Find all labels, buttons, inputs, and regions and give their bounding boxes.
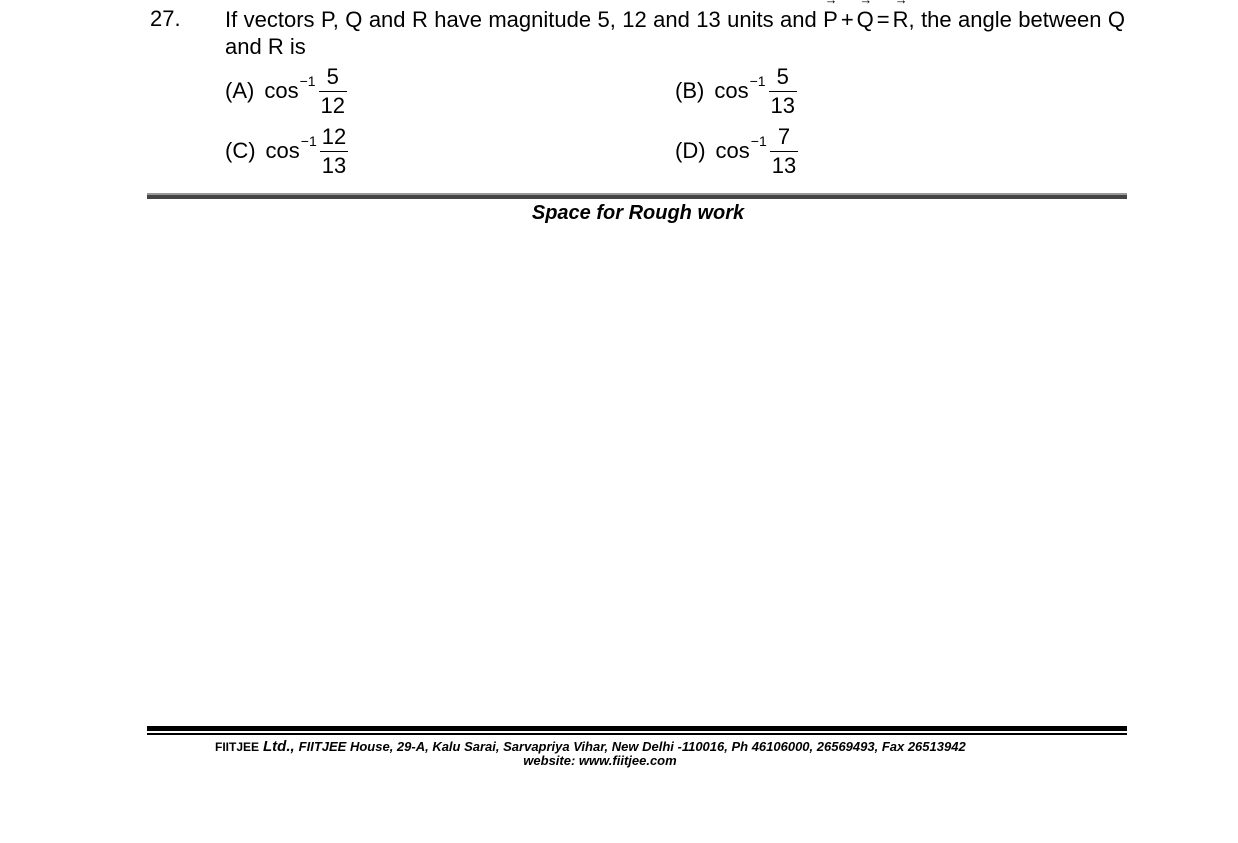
option-fraction	[320, 125, 348, 178]
option-function: cos	[714, 78, 749, 103]
option-label: (A)	[225, 78, 255, 103]
fraction-bar	[770, 151, 798, 152]
option-label: (B)	[675, 78, 705, 103]
fraction-numerator: 12	[321, 123, 347, 149]
question-number: 27.	[150, 6, 181, 31]
vector-equation	[823, 7, 908, 32]
footer-divider-thick	[147, 726, 1127, 731]
vector-p: → P	[823, 6, 838, 33]
question-text-before: If vectors P, Q and R have magnitude 5, 12 and 13 units and	[225, 7, 817, 32]
footer-ltd: Ltd.,	[263, 738, 295, 755]
footer-divider-thin	[147, 733, 1127, 735]
option-c	[225, 122, 348, 180]
fraction-bar	[769, 91, 797, 92]
option-b	[675, 62, 797, 120]
vector-r: → R	[893, 6, 909, 33]
fraction-denominator: 13	[770, 92, 796, 118]
option-function: cos	[264, 78, 299, 103]
option-label: (D)	[675, 138, 706, 163]
option-function: cos	[265, 138, 300, 163]
equals-sign: =	[876, 7, 890, 32]
rough-work-heading: Space for Rough work	[531, 202, 745, 224]
option-d	[675, 122, 798, 180]
option-label: (C)	[225, 138, 256, 163]
answer-options	[225, 62, 845, 182]
option-power: −1	[300, 133, 317, 149]
option-a	[225, 62, 347, 120]
fraction-denominator: 12	[320, 92, 346, 118]
fraction-numerator: 7	[777, 123, 791, 149]
question-text-after: , the angle between Q and R is	[225, 7, 1125, 59]
option-power: −1	[749, 73, 766, 89]
question-text	[225, 6, 1125, 60]
footer-address: FIITJEE House, 29-A, Kalu Sarai, Sarvapriya Vihar, New Delhi -110016, Ph 46106000, 26569493, Fax 26513942	[298, 739, 966, 754]
footer-brand: FIITJEE	[215, 740, 260, 754]
fraction-bar	[319, 91, 347, 92]
option-power: −1	[750, 133, 767, 149]
fraction-numerator: 5	[326, 63, 339, 89]
option-function: cos	[715, 138, 750, 163]
option-fraction	[319, 65, 347, 118]
footer-website: website: www.fiitjee.com	[523, 753, 677, 768]
vector-q: → Q	[857, 6, 874, 33]
option-fraction	[769, 65, 797, 118]
fraction-bar	[320, 151, 348, 152]
fraction-denominator: 13	[771, 152, 797, 178]
fraction-numerator: 5	[776, 63, 789, 89]
option-power: −1	[299, 73, 316, 89]
section-divider	[147, 193, 1127, 199]
plus-sign: +	[840, 7, 854, 32]
option-fraction	[770, 125, 798, 178]
fraction-denominator: 13	[321, 152, 347, 178]
